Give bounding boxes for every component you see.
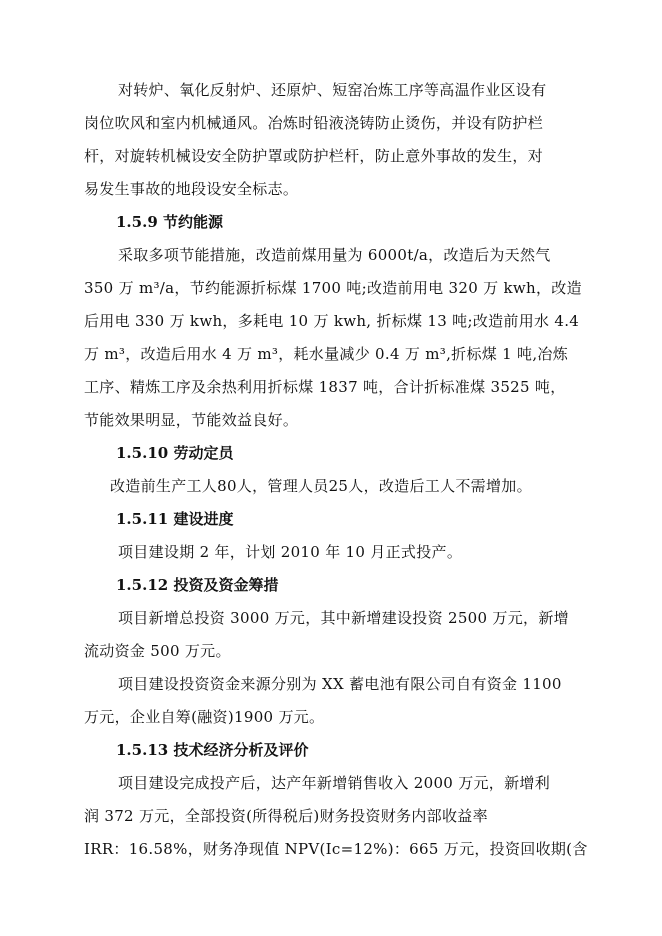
paragraph-line: 节能效果明显，节能效益良好。 xyxy=(84,411,299,429)
paragraph-line: 杆，对旋转机械设安全防护罩或防护栏杆，防止意外事故的发生，对 xyxy=(84,147,544,165)
paragraph-line: 万元，企业自筹(融资)1900 万元。 xyxy=(84,708,325,726)
section-title: 技术经济分析及评价 xyxy=(173,741,309,759)
section-heading-1-5-12 xyxy=(116,575,278,595)
paragraph-line: 项目建设完成投产后，达产年新增销售收入 2000 万元，新增利 xyxy=(118,774,551,792)
section-title: 劳动定员 xyxy=(173,444,234,462)
section-heading-1-5-13 xyxy=(116,740,308,760)
section-number: 1.5.13 xyxy=(116,741,169,759)
section-number: 1.5.12 xyxy=(116,576,169,594)
paragraph-line: 采取多项节能措施，改造前煤用量为 6000t/a，改造后为天然气 xyxy=(118,246,551,264)
section-number: 1.5.9 xyxy=(116,213,158,231)
section-number: 1.5.10 xyxy=(116,444,169,462)
section-heading-1-5-9 xyxy=(116,212,223,232)
paragraph-line: 岗位吹风和室内机械通风。冶炼时铅液浇铸防止烫伤，并设有防护栏 xyxy=(84,114,544,132)
section-number: 1.5.11 xyxy=(116,510,169,528)
paragraph-line: 项目新增总投资 3000 万元，其中新增建设投资 2500 万元，新增 xyxy=(118,609,569,627)
paragraph-line: 后用电 330 万 kwh，多耗电 10 万 kwh, 折标煤 13 吨;改造前用水 4.4 xyxy=(84,312,580,330)
paragraph-line: 改造前生产工人80人，管理人员25人，改造后工人不需增加。 xyxy=(110,477,532,495)
section-heading-1-5-10 xyxy=(116,443,233,463)
paragraph-line: IRR：16.58%，财务净现值 NPV(Ic=12%)：665 万元，投资回收期(含 xyxy=(84,840,588,858)
section-title: 建设进度 xyxy=(173,510,234,528)
paragraph-line: 工序、精炼工序及余热利用折标煤 1837 吨，合计折标准煤 3525 吨， xyxy=(84,378,566,396)
paragraph-line: 润 372 万元，全部投资(所得税后)财务投资财务内部收益率 xyxy=(84,807,488,825)
paragraph-line: 350 万 m³/a，节约能源折标煤 1700 吨;改造前用电 320 万 kwh，改造 xyxy=(84,279,582,297)
paragraph-line: 项目建设投资资金来源分别为 XX 蓄电池有限公司自有资金 1100 xyxy=(118,675,562,693)
paragraph-line: 对转炉、氧化反射炉、还原炉、短窑冶炼工序等高温作业区设有 xyxy=(118,81,547,99)
paragraph-line: 万 m³，改造后用水 4 万 m³，耗水量减少 0.4 万 m³,折标煤 1 吨,冶炼 xyxy=(84,345,569,363)
section-title: 投资及资金筹措 xyxy=(173,576,279,594)
section-title: 节约能源 xyxy=(163,213,224,231)
paragraph-line: 项目建设期 2 年，计划 2010 年 10 月正式投产。 xyxy=(118,543,463,561)
section-heading-1-5-11 xyxy=(116,509,233,529)
paragraph-line: 易发生事故的地段设安全标志。 xyxy=(84,180,299,198)
paragraph-line: 流动资金 500 万元。 xyxy=(84,642,231,660)
